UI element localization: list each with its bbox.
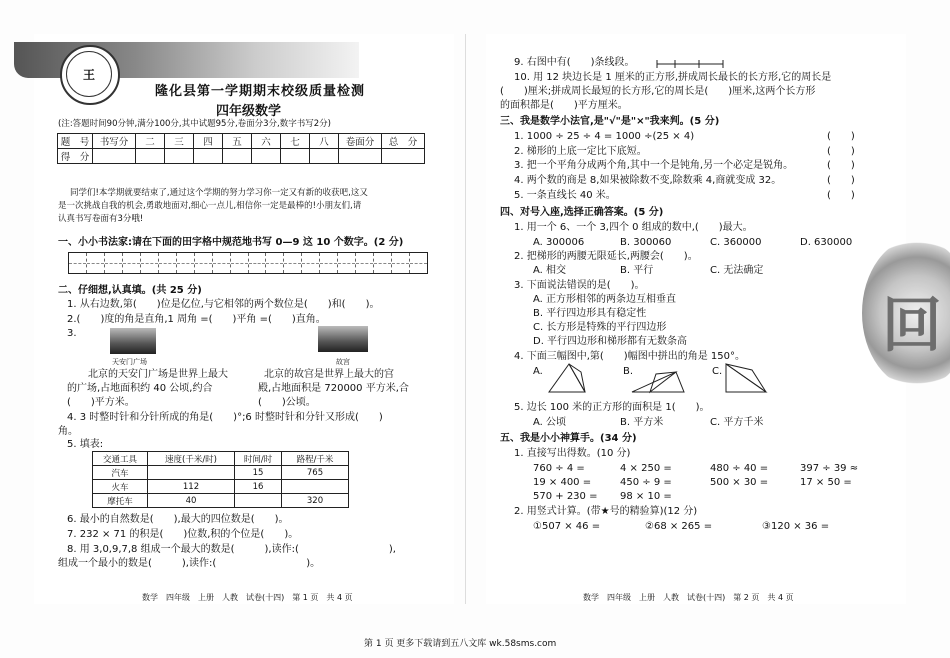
- q3-left-text: ( )平方米。: [67, 397, 135, 408]
- score-input[interactable]: [382, 149, 425, 164]
- calc-item: 570 + 230 =: [533, 491, 598, 502]
- score-input[interactable]: [194, 149, 223, 164]
- choice-3: 3. 下面说法错误的是( )。: [514, 280, 645, 291]
- question-10-cont: ( )厘米;拼成周长最短的长方形,它的周长是( )厘米,这两个长方形: [500, 86, 816, 97]
- table-cell: 15: [235, 466, 282, 480]
- page-footer-left: 数学 四年级 上册 人教 试卷(十四) 第 1 页 共 4 页: [142, 593, 353, 602]
- option[interactable]: A. 正方形相邻的两条边互相垂直: [533, 294, 677, 305]
- score-input[interactable]: [252, 149, 281, 164]
- q3-right-text: 北京的故宫是世界上最大的宫: [264, 369, 394, 380]
- judge-5: 5. 一条直线长 40 米。: [514, 190, 616, 201]
- score-input[interactable]: [339, 149, 382, 164]
- score-cell: 题 号: [58, 134, 93, 149]
- question-5: 5. 填表:: [67, 439, 104, 450]
- score-cell: 七: [281, 134, 310, 149]
- calc-item: 17 × 50 =: [800, 477, 852, 488]
- option[interactable]: A.: [533, 366, 543, 377]
- option[interactable]: C. 360000: [710, 237, 762, 248]
- option[interactable]: A. 相交: [533, 265, 567, 276]
- score-cell: 得 分: [58, 149, 93, 164]
- question-10-cont: 的面积都是( )平方厘米。: [500, 100, 628, 111]
- choice-2: 2. 把梯形的两腰无限延长,两腰会( )。: [514, 251, 698, 262]
- question-8: 8. 用 3,0,9,7,8 组成一个最大的数是( ),读作:( ),: [67, 544, 396, 555]
- judge-1: 1. 1000 ÷ 25 ÷ 4 = 1000 ÷(25 × 4): [514, 131, 695, 142]
- table-cell: 40: [148, 494, 235, 508]
- score-cell: 四: [194, 134, 223, 149]
- vertical-calc: ③120 × 36 =: [762, 521, 830, 532]
- grade-title: 四年级数学: [216, 104, 282, 119]
- writing-grid[interactable]: [68, 252, 428, 274]
- question-3: 3.: [67, 328, 77, 339]
- question-9: 9. 右图中有( )条线段。: [514, 57, 635, 68]
- table-cell[interactable]: [148, 466, 235, 480]
- calc-item: 98 × 10 =: [620, 491, 672, 502]
- table-row: [93, 480, 349, 494]
- vertical-calc: ①507 × 46 =: [533, 521, 601, 532]
- photo-caption: 故宫: [336, 358, 350, 366]
- option[interactable]: B. 300060: [620, 237, 672, 248]
- judge-3: 3. 把一个平角分成两个角,其中一个是钝角,另一个必定是锐角。: [514, 160, 794, 171]
- calc-2-heading: 2. 用竖式计算。(带★号的精验算)(12 分): [514, 506, 698, 517]
- publisher-logo: 王: [60, 45, 120, 105]
- section-1-heading: 一、小小书法家:请在下面的田字格中规范地书写 0—9 这 10 个数字。(2 分): [58, 237, 404, 248]
- table-cell: 320: [282, 494, 349, 508]
- score-input[interactable]: [281, 149, 310, 164]
- table-cell: 765: [282, 466, 349, 480]
- score-cell: 卷面分: [339, 134, 382, 149]
- question-8-cont: 组成一个最小的数是( ),读作:( )。: [58, 558, 321, 569]
- exam-title: 隆化县第一学期期末校级质量检测: [155, 84, 366, 99]
- question-1: 1. 从右边数,第( )位是亿位,与它相邻的两个数位是( )和( )。: [67, 299, 380, 310]
- tiananmen-photo: [110, 328, 156, 354]
- calc-item: 397 ÷ 39 ≈: [800, 463, 859, 474]
- question-2: 2.( )度的角是直角,1 周角 =( )平角 =( )直角。: [67, 314, 326, 325]
- table-cell: 汽车: [93, 466, 148, 480]
- option[interactable]: C. 平方千米: [710, 417, 764, 428]
- question-4: 4. 3 时整时针和分针所成的角是( )°;6 时整时针和分针又形成( ): [67, 412, 383, 423]
- page-gutter: [465, 34, 466, 604]
- calc-item: 19 × 400 =: [533, 477, 592, 488]
- choice-4: 4. 下面三幅图中,第( )幅图中拼出的角是 150°。: [514, 351, 745, 362]
- table-row: [93, 494, 349, 508]
- calc-item: 760 ÷ 4 =: [533, 463, 585, 474]
- judge-2: 2. 梯形的上底一定比下底短。: [514, 146, 647, 157]
- score-cell: 书写分: [93, 134, 136, 149]
- score-cell: 八: [310, 134, 339, 149]
- table-header: 时间/时: [235, 452, 282, 466]
- q3-right-text: ( )公顷。: [258, 397, 316, 408]
- option[interactable]: B. 平行: [620, 265, 654, 276]
- choice-1: 1. 用一个 6、一个 3,四个 0 组成的数中,( )最大。: [514, 222, 753, 233]
- table-cell: 火车: [93, 480, 148, 494]
- option[interactable]: C.: [712, 366, 723, 377]
- score-cell: 六: [252, 134, 281, 149]
- score-input[interactable]: [93, 149, 136, 164]
- table-cell: 16: [235, 480, 282, 494]
- question-10: 10. 用 12 块边长是 1 厘米的正方形,拼成周长最长的长方形,它的周长是: [514, 72, 832, 83]
- score-cell: 三: [165, 134, 194, 149]
- option[interactable]: A. 300006: [533, 237, 585, 248]
- option[interactable]: C. 无法确定: [710, 265, 764, 276]
- score-cell: 五: [223, 134, 252, 149]
- question-4-cont: 角。: [58, 426, 78, 437]
- score-input[interactable]: [223, 149, 252, 164]
- calc-1-heading: 1. 直接写出得数。(10 分): [514, 448, 631, 459]
- intro-line: 是一次挑战自我的机会,勇敢地面对,细心一点儿,相信你一定是最棒的!小朋友们,请: [58, 201, 362, 211]
- vertical-calc: ②68 × 265 =: [645, 521, 713, 532]
- triangle-figure-c: [722, 362, 768, 396]
- option[interactable]: B. 平行四边形具有稳定性: [533, 308, 647, 319]
- question-7: 7. 232 × 71 的积是( )位数,积的个位是( )。: [67, 529, 299, 540]
- question-6: 6. 最小的自然数是( ),最大的四位数是( )。: [67, 514, 289, 525]
- table-cell: 112: [148, 480, 235, 494]
- option[interactable]: C. 长方形是特殊的平行四边形: [533, 322, 667, 333]
- choice-5: 5. 边长 100 米的正方形的面积是 1( )。: [514, 402, 710, 413]
- score-input[interactable]: [310, 149, 339, 164]
- page-footer-right: 数学 四年级 上册 人教 试卷(十四) 第 2 页 共 4 页: [583, 593, 794, 602]
- answer-box[interactable]: ( ): [827, 190, 855, 201]
- answer-box[interactable]: ( ): [827, 160, 855, 171]
- answer-box[interactable]: ( ): [827, 175, 855, 186]
- section-5-heading: 五、我是小小神算手。(34 分): [500, 433, 637, 444]
- answer-box[interactable]: ( ): [827, 146, 855, 157]
- calc-item: 450 ÷ 9 =: [620, 477, 672, 488]
- exam-note: (注:答题时间90分钟,满分100分,其中试题95分,卷面分3分,数字书写2分): [58, 119, 331, 129]
- section-3-heading: 三、我是数学小法官,是"√"是"×"我来判。(5 分): [500, 116, 720, 127]
- speed-table: [92, 451, 349, 508]
- seal-stamp: 回: [862, 238, 950, 388]
- calc-item: 500 × 30 =: [710, 477, 769, 488]
- table-cell[interactable]: [282, 480, 349, 494]
- segment-figure: [655, 60, 725, 68]
- intro-line: 认真书写卷面有3分哦!: [58, 214, 144, 224]
- section-4-heading: 四、对号入座,选择正确答案。(5 分): [500, 207, 664, 218]
- q3-right-text: 殿,占地面积是 720000 平方米,合: [258, 383, 409, 394]
- option[interactable]: D. 平行四边形和梯形都有无数条高: [533, 336, 688, 347]
- palace-photo: [318, 326, 368, 352]
- answer-box[interactable]: ( ): [827, 131, 855, 142]
- score-table: [57, 133, 425, 164]
- score-cell: 二: [136, 134, 165, 149]
- judge-4: 4. 两个数的商是 8,如果被除数不变,除数乘 4,商就变成 32。: [514, 175, 782, 186]
- table-header: 路程/千米: [282, 452, 349, 466]
- q3-left-text: 的广场,占地面积约 40 公顷,约合: [67, 383, 213, 394]
- intro-line: 同学们!本学期就要结束了,通过这个学期的努力学习你一定又有新的收获吧,这又: [70, 188, 368, 198]
- score-input[interactable]: [136, 149, 165, 164]
- score-cell: 总 分: [382, 134, 425, 149]
- option[interactable]: D. 630000: [800, 237, 853, 248]
- table-header: 速度(千米/时): [148, 452, 235, 466]
- table-header: 交通工具: [93, 452, 148, 466]
- score-input[interactable]: [165, 149, 194, 164]
- option[interactable]: B. 平方米: [620, 417, 664, 428]
- table-cell: 摩托车: [93, 494, 148, 508]
- download-footer[interactable]: 第 1 页 更多下载请到五八文库 wk.58sms.com: [364, 639, 557, 649]
- table-cell[interactable]: [235, 494, 282, 508]
- option[interactable]: A. 公顷: [533, 417, 567, 428]
- calc-item: 480 ÷ 40 =: [710, 463, 769, 474]
- option[interactable]: B.: [623, 366, 634, 377]
- table-row: [93, 466, 349, 480]
- q3-left-text: 北京的天安门广场是世界上最大: [88, 369, 228, 380]
- triangle-figure-b: [630, 368, 686, 394]
- triangle-figure-a: [547, 362, 587, 394]
- photo-caption: 天安门广场: [112, 358, 147, 366]
- section-2-heading: 二、仔细想,认真填。(共 25 分): [58, 285, 202, 296]
- calc-item: 4 × 250 =: [620, 463, 672, 474]
